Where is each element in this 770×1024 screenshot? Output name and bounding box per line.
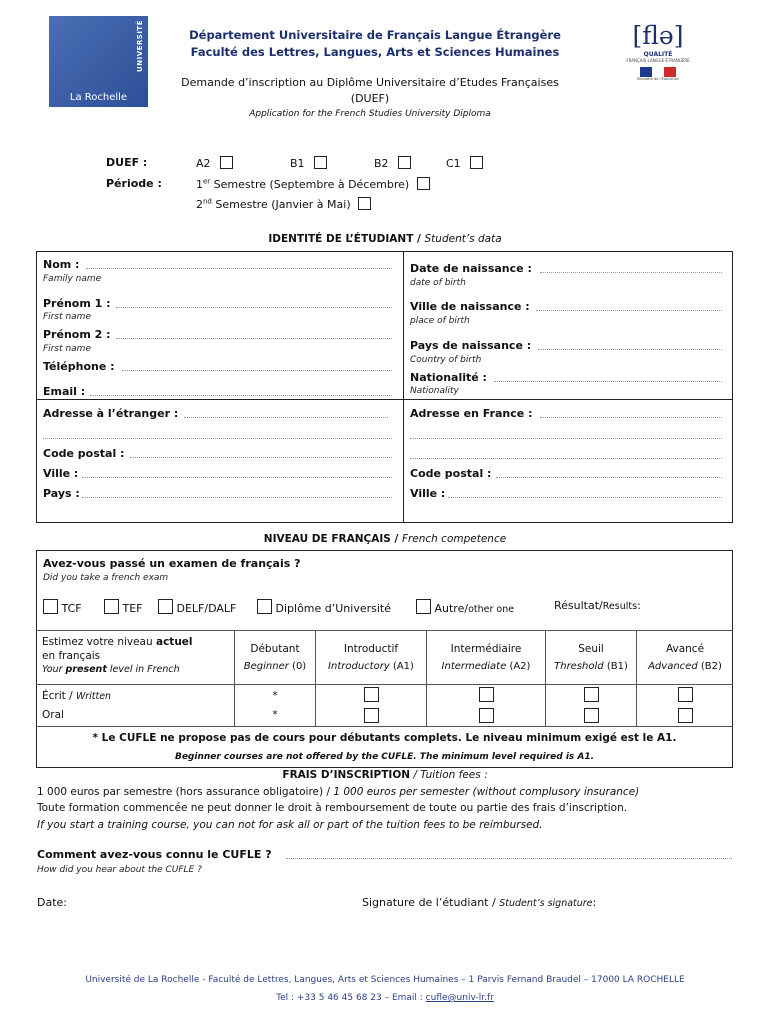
zip-right-label: Code postal : (410, 467, 492, 480)
oral-a2-checkbox[interactable] (479, 708, 494, 723)
exam-result-label: Résultat/ (554, 599, 603, 612)
exam-tcf-checkbox[interactable] (43, 599, 58, 614)
signature-colon: : (592, 896, 597, 909)
logo-vertical-text: UNIVERSITÉ (136, 20, 144, 72)
duef-b1-checkbox[interactable] (314, 156, 327, 169)
request-title-en: Application for the French Studies University Diploma (249, 109, 491, 119)
level-introductory-fr: Introductif (343, 643, 399, 655)
fees-line-1 (37, 786, 639, 798)
duef-option-b2[interactable] (374, 156, 411, 170)
addr-abroad-field-2[interactable] (43, 438, 392, 439)
level-header-row (36, 631, 733, 685)
cob-label: Pays de naissance : (410, 339, 532, 352)
skill-labels-cell: Écrit / Written Oral (36, 685, 235, 727)
city-left-label: Ville : (43, 467, 79, 480)
identity-box (36, 251, 733, 523)
advanced-cells (637, 685, 734, 727)
written-a2-checkbox[interactable] (479, 687, 494, 702)
level-advanced-code: (B2) (700, 661, 722, 672)
period-label: Période : (106, 177, 162, 190)
exam-tef-label: TEF (122, 602, 143, 615)
nationality-field[interactable] (494, 381, 722, 382)
zip-right-field[interactable] (496, 477, 722, 478)
cob-en: Country of birth (410, 355, 482, 365)
written-b1-checkbox[interactable] (584, 687, 599, 702)
intermediate-cells (427, 685, 546, 727)
level-advanced (637, 631, 734, 685)
addr-france-field-3[interactable] (410, 458, 722, 459)
exam-tcf-label: TCF (61, 602, 82, 615)
pob-label: Ville de naissance : (410, 300, 530, 313)
beginner-note-en: Beginner courses are not offered by the CUFLE. The minimum level required is A1. (174, 752, 595, 762)
level-beginner-en: Beginner (243, 661, 289, 672)
duef-a2-checkbox[interactable] (220, 156, 233, 169)
prenom2-field[interactable] (116, 338, 392, 339)
telephone-field[interactable] (122, 370, 392, 371)
nationality-en: Nationality (410, 386, 459, 396)
written-beginner-star: * (272, 690, 278, 702)
prenom2-en: First name (43, 344, 91, 354)
estimate-a: Estimez votre niveau (42, 636, 156, 648)
nom-field[interactable] (86, 268, 392, 269)
level-intermediate-en: Intermediate (441, 661, 507, 672)
level-threshold-fr: Seuil (578, 643, 604, 655)
city-right-field[interactable] (448, 497, 722, 498)
level-rows (36, 685, 733, 727)
period-1-checkbox[interactable] (417, 177, 430, 190)
exam-delf[interactable] (158, 599, 236, 615)
oral-beginner-star: * (272, 709, 278, 721)
duef-a2-label: A2 (196, 157, 211, 170)
level-introductory-code: (A1) (392, 661, 414, 672)
addr-france-field-2[interactable] (410, 438, 722, 439)
estimate-b: actuel (156, 636, 193, 648)
period-2[interactable] (196, 197, 371, 211)
fle-quality-label: QUALITÉ (643, 51, 673, 58)
level-introductory-en: Introductory (328, 661, 390, 672)
identity-title-en: Student’s data (424, 233, 502, 245)
dob-field[interactable] (540, 272, 722, 273)
zip-left-field[interactable] (130, 457, 392, 458)
fle-ministry: Ministère de l’Éducation (636, 77, 680, 81)
period-1-sup: er (203, 177, 211, 186)
nom-en: Family name (43, 274, 102, 284)
estimate-en-a: Your (42, 664, 66, 675)
estimate-en-b: present (65, 664, 107, 675)
identity-section-title (0, 233, 770, 245)
addr-france-label: Adresse en France : (410, 407, 533, 420)
addr-abroad-label: Adresse à l’étranger : (43, 407, 179, 420)
threshold-cells (546, 685, 637, 727)
exam-other-checkbox[interactable] (416, 599, 431, 614)
level-threshold-en: Threshold (554, 661, 604, 672)
introductory-cells (316, 685, 427, 727)
cob-field[interactable] (538, 349, 722, 350)
identity-divider-horizontal (36, 399, 733, 400)
level-threshold (546, 631, 637, 685)
fees-title-fr: FRAIS D’INSCRIPTION (282, 769, 411, 781)
source-question: Comment avez-vous connu le CUFLE ? (37, 848, 272, 861)
signature-en: Student’s signature (499, 898, 593, 909)
level-introductory (316, 631, 427, 685)
exam-tcf[interactable] (43, 599, 82, 615)
exam-result-small: Results (602, 601, 638, 612)
oral-b2-checkbox[interactable] (678, 708, 693, 723)
date-label: Date: (37, 896, 67, 909)
nom-label: Nom : (43, 258, 80, 271)
footer-address: Université de La Rochelle - Faculté de Lettres, Langues, Arts et Sciences Humaines – 1 Parvis Fernand Braudel – 17000 LA ROCHELLE (85, 975, 685, 985)
written-b2-checkbox[interactable] (678, 687, 693, 702)
source-field[interactable] (286, 858, 732, 859)
duef-c1-label: C1 (446, 157, 461, 170)
faculty-title: Faculté des Lettres, Langues, Arts et Sciences Humaines (190, 45, 560, 59)
estimate-c: en français (42, 650, 101, 662)
level-intermediate (427, 631, 546, 685)
french-title-fr: NIVEAU DE FRANÇAIS / (263, 533, 402, 545)
duef-c1-checkbox[interactable] (470, 156, 483, 169)
prenom1-field[interactable] (116, 307, 392, 308)
addr-france-field-1[interactable] (540, 417, 722, 418)
dob-en: date of birth (410, 278, 466, 288)
exam-other-label: Autre/ (434, 602, 469, 615)
zip-left-label: Code postal : (43, 447, 125, 460)
exam-delf-label: DELF/DALF (176, 602, 237, 615)
period-2-num: 2 (196, 198, 203, 211)
french-flag-icon (640, 67, 676, 77)
footer-email-link[interactable]: cufle@univ-lr.fr (425, 993, 494, 1003)
prenom1-label: Prénom 1 : (43, 297, 111, 310)
duef-option-c1[interactable] (446, 156, 483, 170)
oral-label: Oral (42, 709, 64, 721)
footer-phone: Tel : +33 5 46 45 68 23 – Email : (276, 993, 426, 1003)
fees-line-3: If you start a training course, you can not for ask all or part of the tuition fees to be reimbursed. (37, 819, 543, 831)
city-right-label: Ville : (410, 487, 446, 500)
duef-option-b1[interactable] (290, 156, 327, 170)
request-title: Demande d’inscription au Diplôme Universitaire d’Etudes Françaises (181, 76, 559, 89)
period-1-num: 1 (196, 178, 203, 191)
level-advanced-en: Advanced (648, 661, 698, 672)
email-field[interactable] (90, 395, 392, 396)
exam-other[interactable] (416, 599, 514, 615)
written-a1-checkbox[interactable] (364, 687, 379, 702)
telephone-label: Téléphone : (43, 360, 115, 373)
email-label: Email : (43, 385, 86, 398)
duef-b2-label: B2 (374, 157, 389, 170)
fees-title-en: / Tuition fees : (410, 769, 488, 781)
department-title: Département Universitaire de Français Langue Étrangère (189, 28, 561, 42)
identity-title-fr: IDENTITÉ DE L’ÉTUDIANT / (268, 233, 425, 245)
university-logo (49, 16, 148, 107)
level-threshold-code: (B1) (606, 661, 628, 672)
estimate-en-c: level in French (106, 664, 180, 675)
duef-b2-checkbox[interactable] (398, 156, 411, 169)
dob-label: Date de naissance : (410, 262, 532, 275)
nationality-label: Nationalité : (410, 371, 487, 384)
duef-b1-label: B1 (290, 157, 305, 170)
signature-fr: Signature de l’étudiant / (362, 896, 500, 909)
beginner-note: * Le CUFLE ne propose pas de cours pour débutants complets. Le niveau minimum exigé est le A1. (92, 732, 677, 744)
pob-en: place of birth (410, 316, 470, 326)
exam-other-small: other one (468, 604, 515, 615)
country-left-field[interactable] (82, 497, 392, 498)
french-level-table (36, 630, 733, 727)
signature-label (362, 896, 596, 909)
source-question-en: How did you hear about the CUFLE ? (37, 865, 202, 875)
beginner-cells (235, 685, 316, 727)
duef-option-a2[interactable] (196, 156, 233, 170)
fees-line-1-en: 1 000 euros per semester (without complusory insurance) (333, 786, 640, 798)
level-intermediate-code: (A2) (509, 661, 531, 672)
period-2-text: Semestre (Janvier à Mai) (211, 198, 351, 211)
estimate-cell (36, 631, 235, 685)
prenom2-label: Prénom 2 : (43, 328, 111, 341)
period-2-sup: nd (203, 197, 212, 206)
oral-a1-checkbox[interactable] (364, 708, 379, 723)
level-beginner (235, 631, 316, 685)
exam-du-checkbox[interactable] (257, 599, 272, 614)
fle-quality-logo (626, 22, 690, 102)
exam-du[interactable] (257, 599, 391, 615)
level-beginner-fr: Débutant (250, 643, 300, 655)
exam-tef-checkbox[interactable] (104, 599, 119, 614)
identity-divider-vertical (403, 251, 404, 522)
exam-question-en: Did you take a french exam (43, 573, 169, 583)
written-label: Écrit (42, 690, 66, 702)
exam-question: Avez-vous passé un examen de français ? (43, 557, 301, 570)
level-intermediate-fr: Intermédiaire (450, 643, 522, 655)
written-en: Written (75, 691, 112, 702)
city-left-field[interactable] (82, 477, 392, 478)
country-left-label: Pays : (43, 487, 80, 500)
pob-field[interactable] (536, 310, 722, 311)
level-advanced-fr: Avancé (665, 643, 705, 655)
logo-city-text: La Rochelle (69, 92, 128, 103)
oral-b1-checkbox[interactable] (584, 708, 599, 723)
addr-abroad-field-1[interactable] (184, 417, 388, 418)
period-2-checkbox[interactable] (358, 197, 371, 210)
footer-contact (0, 993, 770, 1003)
fees-title (0, 769, 770, 781)
exam-du-label: Diplôme d’Université (275, 602, 391, 615)
level-beginner-code: (0) (292, 661, 307, 672)
prenom1-en: First name (43, 312, 91, 322)
exam-tef[interactable] (104, 599, 143, 615)
fle-quality-sub: FRANÇAIS LANGUE ÉTRANGÈRE (626, 58, 690, 63)
french-section-title (0, 533, 770, 545)
period-1[interactable] (196, 177, 430, 191)
french-title-en: French competence (401, 533, 507, 545)
exam-result: Résultat/Results: (554, 599, 641, 612)
fle-mark: [flə] (632, 21, 684, 50)
fees-line-1-fr: 1 000 euros par semestre (hors assurance obligatoire) / (37, 786, 334, 798)
duef-label: DUEF : (106, 156, 148, 169)
request-abbr: (DUEF) (350, 92, 390, 105)
period-1-text: Semestre (Septembre à Décembre) (210, 178, 410, 191)
exam-delf-checkbox[interactable] (158, 599, 173, 614)
fees-line-2: Toute formation commencée ne peut donner le droit à remboursement de toute ou partie des frais d’inscription. (37, 802, 628, 814)
